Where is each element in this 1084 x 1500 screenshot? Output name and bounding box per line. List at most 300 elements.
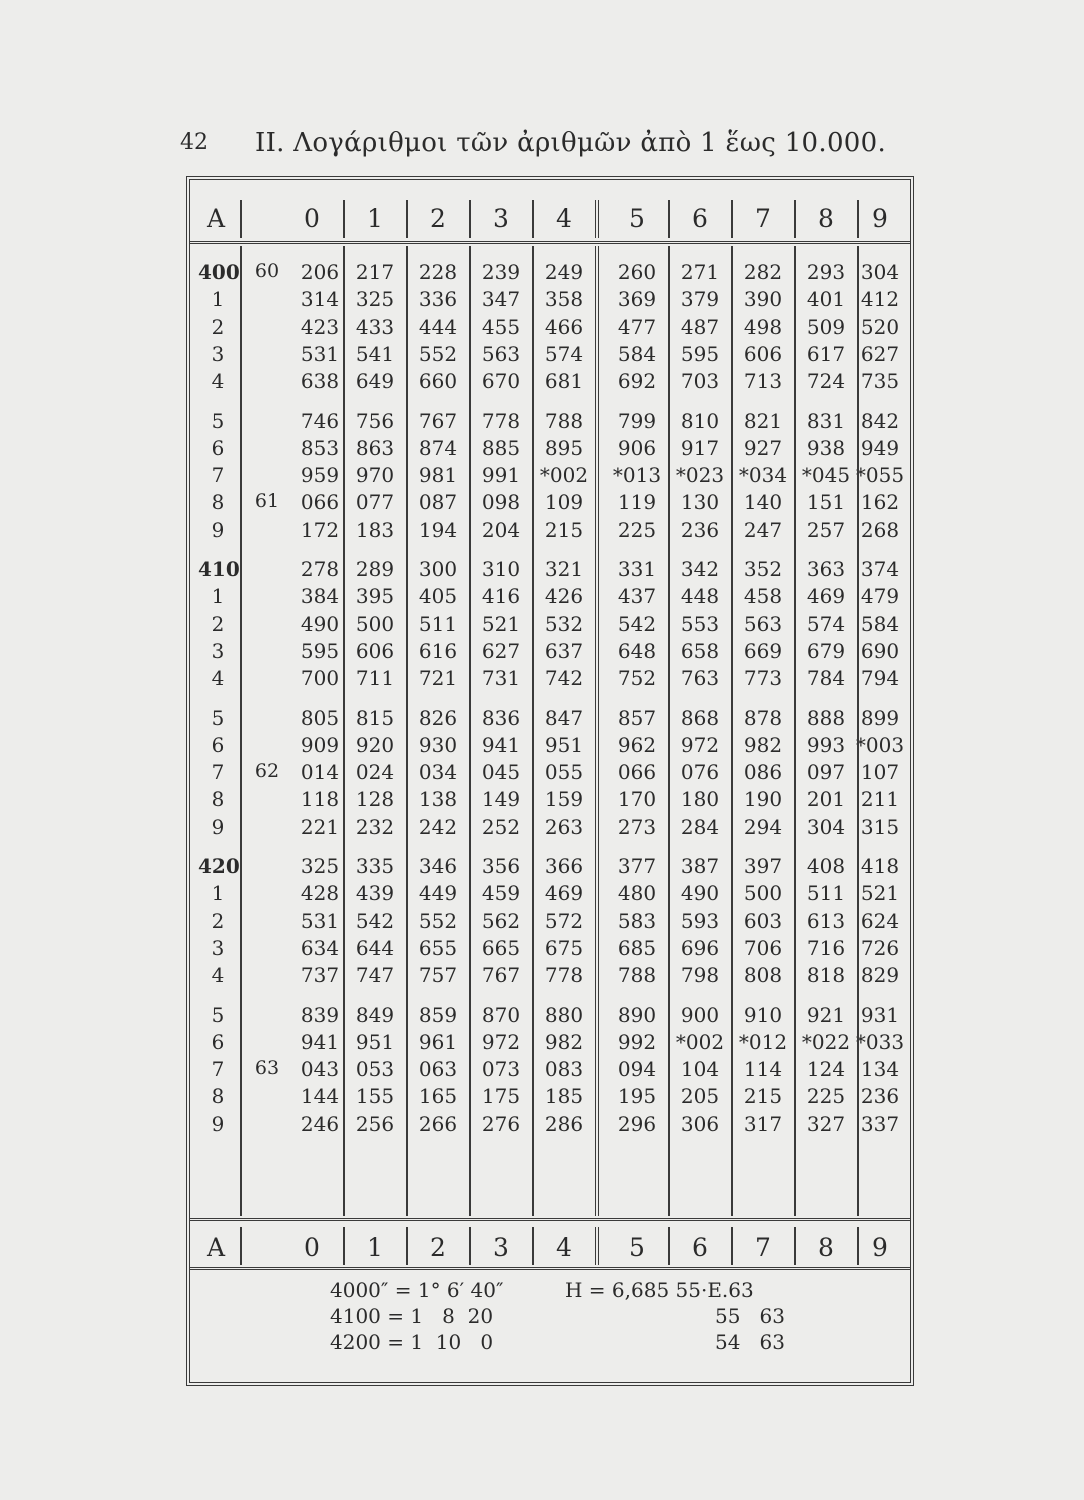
mantissa-cell: 448 (680, 584, 720, 609)
mantissa-cell: 584 (617, 341, 657, 366)
mantissa-cell: 921 (806, 1002, 846, 1027)
mantissa-cell: 278 (300, 557, 340, 581)
row-argument: 2 (211, 908, 225, 933)
page-number: 42 (180, 130, 208, 155)
row-argument: 9 (211, 517, 225, 542)
mantissa-cell: 138 (418, 787, 458, 812)
table-row (190, 852, 910, 879)
mantissa-cell: 282 (743, 260, 783, 284)
table-row (190, 785, 910, 812)
mantissa-cell: 859 (418, 1002, 458, 1027)
mantissa-cell: 086 (743, 760, 783, 785)
footer-col-a: A (206, 1233, 226, 1262)
row-argument: 1 (211, 287, 225, 312)
mantissa-cell: 731 (481, 666, 521, 691)
mantissa-cell: *012 (738, 1029, 788, 1054)
mantissa-cell: 624 (860, 908, 900, 933)
row-argument: 4 (211, 666, 225, 691)
header-divider (857, 200, 859, 238)
footer-divider (406, 1227, 408, 1265)
mantissa-cell: 773 (743, 666, 783, 691)
mantissa-cell: 412 (860, 287, 900, 312)
header-col-a: A (206, 204, 226, 233)
mantissa-cell: 314 (300, 287, 340, 312)
table-row (190, 1082, 910, 1109)
header-col-1: 1 (367, 204, 383, 233)
table-row (190, 813, 910, 840)
mantissa-cell: *055 (855, 463, 905, 488)
column-divider (595, 246, 599, 1216)
mantissa-cell: 552 (418, 341, 458, 366)
mantissa-cell: 034 (418, 760, 458, 785)
mantissa-cell: 784 (806, 666, 846, 691)
header-divider (343, 200, 345, 238)
table-row (190, 1001, 910, 1028)
column-divider (668, 246, 670, 1216)
mantissa-cell: 377 (617, 854, 657, 878)
column-divider (240, 246, 242, 1216)
header-divider (469, 200, 471, 238)
mantissa-cell: 763 (680, 666, 720, 691)
mantissa-cell: 815 (355, 705, 395, 730)
mantissa-cell: 700 (300, 666, 340, 691)
mantissa-cell: 737 (300, 963, 340, 988)
row-argument: 4 (211, 369, 225, 394)
mantissa-cell: 128 (355, 787, 395, 812)
row-argument: 7 (211, 463, 225, 488)
mantissa-cell: 170 (617, 787, 657, 812)
footer-divider (532, 1227, 534, 1265)
footer-col-0: 0 (304, 1233, 320, 1262)
mantissa-cell: 670 (481, 369, 521, 394)
mantissa-cell: 756 (355, 408, 395, 433)
mantissa-cell: 286 (544, 1111, 584, 1136)
mantissa-cell: 273 (617, 814, 657, 839)
mantissa-cell: 296 (617, 1111, 657, 1136)
mantissa-cell: 951 (355, 1029, 395, 1054)
mantissa-cell: 991 (481, 463, 521, 488)
mantissa-cell: 439 (355, 881, 395, 906)
mantissa-cell: 742 (544, 666, 584, 691)
mantissa-cell: 149 (481, 787, 521, 812)
table-row (190, 664, 910, 691)
mantissa-cell: 276 (481, 1111, 521, 1136)
mantissa-cell: 477 (617, 314, 657, 339)
mantissa-cell: 584 (860, 611, 900, 636)
table-row (190, 258, 910, 285)
header-col-7: 7 (755, 204, 771, 233)
mantissa-cell: 094 (617, 1057, 657, 1082)
mantissa-cell: 572 (544, 908, 584, 933)
mantissa-cell: 246 (300, 1111, 340, 1136)
mantissa-cell: 416 (481, 584, 521, 609)
mantissa-cell: 857 (617, 705, 657, 730)
mantissa-cell: 165 (418, 1084, 458, 1109)
mantissa-cell: 433 (355, 314, 395, 339)
table-row (190, 758, 910, 785)
header-col-9: 9 (872, 204, 888, 233)
mantissa-cell: 810 (680, 408, 720, 433)
mantissa-cell: 961 (418, 1029, 458, 1054)
mantissa-cell: 931 (860, 1002, 900, 1027)
mantissa-cell: 249 (544, 260, 584, 284)
mantissa-cell: 747 (355, 963, 395, 988)
mantissa-cell: 401 (806, 287, 846, 312)
mantissa-cell: 490 (300, 611, 340, 636)
mantissa-cell: 617 (806, 341, 846, 366)
footer-divider (343, 1227, 345, 1265)
mantissa-cell: 293 (806, 260, 846, 284)
mantissa-cell: 444 (418, 314, 458, 339)
column-divider (469, 246, 471, 1216)
footer-col-2: 2 (430, 1233, 446, 1262)
mantissa-cell: 500 (355, 611, 395, 636)
table-row (190, 934, 910, 961)
mantissa-cell: 014 (300, 760, 340, 785)
note-line-3-left: 4200 = 1 10 0 (330, 1330, 494, 1354)
mantissa-cell: 144 (300, 1084, 340, 1109)
mantissa-cell: 053 (355, 1057, 395, 1082)
mantissa-cell: 648 (617, 638, 657, 663)
mantissa-cell: 268 (860, 517, 900, 542)
header-divider (794, 200, 796, 238)
mantissa-cell: 124 (806, 1057, 846, 1082)
mantissa-cell: 423 (300, 314, 340, 339)
row-argument: 3 (211, 638, 225, 663)
mantissa-cell: 204 (481, 517, 521, 542)
mantissa-cell: 972 (680, 732, 720, 757)
mantissa-cell: 637 (544, 638, 584, 663)
mantissa-cell: 874 (418, 435, 458, 460)
mantissa-cell: 342 (680, 557, 720, 581)
table-notes (190, 1278, 910, 1378)
mantissa-cell: 211 (860, 787, 900, 812)
mantissa-cell: 634 (300, 935, 340, 960)
mantissa-prefix: 63 (254, 1057, 280, 1080)
mantissa-cell: 201 (806, 787, 846, 812)
mantissa-cell: 327 (806, 1111, 846, 1136)
mantissa-cell: 221 (300, 814, 340, 839)
row-argument: 6 (211, 1029, 225, 1054)
mantissa-cell: 335 (355, 854, 395, 878)
mantissa-cell: 603 (743, 908, 783, 933)
mantissa-cell: 757 (418, 963, 458, 988)
mantissa-cell: 458 (743, 584, 783, 609)
mantissa-cell: 225 (617, 517, 657, 542)
mantissa-cell: 821 (743, 408, 783, 433)
mantissa-cell: *002 (539, 463, 589, 488)
mantissa-cell: *013 (612, 463, 662, 488)
mantissa-cell: 735 (860, 369, 900, 394)
note-line-1-left: 4000″ = 1° 6′ 40″ (330, 1278, 504, 1302)
mantissa-prefix: 62 (254, 760, 280, 783)
mantissa-cell: 941 (300, 1029, 340, 1054)
mantissa-cell: 225 (806, 1084, 846, 1109)
mantissa-cell: 880 (544, 1002, 584, 1027)
mantissa-cell: *002 (675, 1029, 725, 1054)
mantissa-cell: 390 (743, 287, 783, 312)
mantissa-cell: 228 (418, 260, 458, 284)
mantissa-cell: 104 (680, 1057, 720, 1082)
row-argument: 5 (211, 408, 225, 433)
table-row (190, 879, 910, 906)
row-argument: 9 (211, 1111, 225, 1136)
table-row (190, 516, 910, 543)
mantissa-cell: 696 (680, 935, 720, 960)
footer-divider (240, 1227, 242, 1265)
mantissa-cell: 606 (743, 341, 783, 366)
mantissa-cell: 119 (617, 490, 657, 515)
header-col-8: 8 (818, 204, 834, 233)
mantissa-cell: 109 (544, 490, 584, 515)
header-divider (532, 200, 534, 238)
mantissa-cell: 638 (300, 369, 340, 394)
mantissa-cell: 195 (617, 1084, 657, 1109)
table-row (190, 285, 910, 312)
mantissa-cell: 890 (617, 1002, 657, 1027)
mantissa-cell: 217 (355, 260, 395, 284)
mantissa-cell: 574 (806, 611, 846, 636)
mantissa-cell: 369 (617, 287, 657, 312)
logarithm-table (186, 176, 914, 1386)
mantissa-cell: *045 (801, 463, 851, 488)
mantissa-cell: 384 (300, 584, 340, 609)
mantissa-cell: 408 (806, 854, 846, 878)
footer-col-8: 8 (818, 1233, 834, 1262)
mantissa-cell: 363 (806, 557, 846, 581)
mantissa-cell: *003 (855, 732, 905, 757)
row-argument: 2 (211, 611, 225, 636)
column-divider (731, 246, 733, 1216)
mantissa-cell: 426 (544, 584, 584, 609)
mantissa-cell: 521 (860, 881, 900, 906)
mantissa-cell: 498 (743, 314, 783, 339)
mantissa-cell: 799 (617, 408, 657, 433)
mantissa-cell: 574 (544, 341, 584, 366)
header-col-0: 0 (304, 204, 320, 233)
mantissa-cell: 310 (481, 557, 521, 581)
header-divider (406, 200, 408, 238)
mantissa-cell: 949 (860, 435, 900, 460)
mantissa-cell: 849 (355, 1002, 395, 1027)
mantissa-cell: 479 (860, 584, 900, 609)
mantissa-prefix: 60 (254, 260, 280, 282)
table-row (190, 610, 910, 637)
mantissa-cell: 215 (743, 1084, 783, 1109)
row-argument: 410 (198, 557, 240, 581)
table-row (190, 488, 910, 515)
mantissa-cell: 206 (300, 260, 340, 284)
mantissa-cell: 520 (860, 314, 900, 339)
mantissa-cell: 829 (860, 963, 900, 988)
note-line-1-right: H = 6,685 55·E.63 (565, 1278, 754, 1302)
mantissa-cell: 675 (544, 935, 584, 960)
mantissa-cell: 531 (300, 908, 340, 933)
table-row (190, 313, 910, 340)
mantissa-cell: 930 (418, 732, 458, 757)
mantissa-cell: 509 (806, 314, 846, 339)
mantissa-cell: 185 (544, 1084, 584, 1109)
mantissa-cell: 358 (544, 287, 584, 312)
row-argument: 3 (211, 341, 225, 366)
mantissa-cell: 239 (481, 260, 521, 284)
table-row (190, 637, 910, 664)
mantissa-cell: 063 (418, 1057, 458, 1082)
mantissa-cell: 563 (743, 611, 783, 636)
mantissa-cell: 992 (617, 1029, 657, 1054)
mantissa-cell: 906 (617, 435, 657, 460)
mantissa-cell: 627 (860, 341, 900, 366)
mantissa-cell: *023 (675, 463, 725, 488)
mantissa-cell: 920 (355, 732, 395, 757)
mantissa-cell: 679 (806, 638, 846, 663)
mantissa-cell: 685 (617, 935, 657, 960)
mantissa-cell: *022 (801, 1029, 851, 1054)
mantissa-cell: 690 (860, 638, 900, 663)
footer-col-3: 3 (493, 1233, 509, 1262)
mantissa-cell: 205 (680, 1084, 720, 1109)
mantissa-cell: 660 (418, 369, 458, 394)
mantissa-cell: 853 (300, 435, 340, 460)
mantissa-cell: 831 (806, 408, 846, 433)
mantissa-cell: 644 (355, 935, 395, 960)
footer-divider (668, 1227, 670, 1265)
mantissa-cell: *033 (855, 1029, 905, 1054)
mantissa-cell: 616 (418, 638, 458, 663)
table-row (190, 1055, 910, 1082)
mantissa-cell: 397 (743, 854, 783, 878)
mantissa-cell: 562 (481, 908, 521, 933)
mantissa-cell: 511 (418, 611, 458, 636)
mantissa-cell: 583 (617, 908, 657, 933)
mantissa-cell: 284 (680, 814, 720, 839)
mantissa-cell: 870 (481, 1002, 521, 1027)
mantissa-cell: 721 (418, 666, 458, 691)
mantissa-cell: 649 (355, 369, 395, 394)
mantissa-cell: 159 (544, 787, 584, 812)
table-row (190, 731, 910, 758)
table-row (190, 555, 910, 582)
mantissa-cell: 713 (743, 369, 783, 394)
mantissa-cell: 885 (481, 435, 521, 460)
mantissa-cell: 405 (418, 584, 458, 609)
mantissa-cell: 321 (544, 557, 584, 581)
mantissa-cell: 982 (544, 1029, 584, 1054)
mantissa-cell: 703 (680, 369, 720, 394)
mantissa-cell: 981 (418, 463, 458, 488)
mantissa-cell: 449 (418, 881, 458, 906)
header-col-2: 2 (430, 204, 446, 233)
mantissa-cell: 469 (544, 881, 584, 906)
mantissa-cell: 097 (806, 760, 846, 785)
mantissa-cell: 895 (544, 435, 584, 460)
table-row (190, 1110, 910, 1137)
mantissa-cell: 317 (743, 1111, 783, 1136)
mantissa-cell: 982 (743, 732, 783, 757)
row-argument: 3 (211, 935, 225, 960)
table-row (190, 434, 910, 461)
mantissa-cell: 162 (860, 490, 900, 515)
note-line-2-right: 55 63 (715, 1304, 785, 1328)
mantissa-cell: 304 (806, 814, 846, 839)
footer-divider (595, 1227, 599, 1265)
row-argument: 1 (211, 584, 225, 609)
row-argument: 7 (211, 1057, 225, 1082)
mantissa-cell: 252 (481, 814, 521, 839)
mantissa-cell: 257 (806, 517, 846, 542)
page-title: II. Λογάριθμοι τῶν ἀριθμῶν ἀπὸ 1 ἕως 10.000. (255, 128, 887, 158)
table-row (190, 407, 910, 434)
mantissa-cell: 839 (300, 1002, 340, 1027)
row-argument: 5 (211, 1002, 225, 1027)
mantissa-cell: 215 (544, 517, 584, 542)
mantissa-cell: 346 (418, 854, 458, 878)
mantissa-cell: 778 (544, 963, 584, 988)
footer-col-5: 5 (629, 1233, 645, 1262)
mantissa-cell: 724 (806, 369, 846, 394)
mantissa-cell: 842 (860, 408, 900, 433)
column-divider (532, 246, 534, 1216)
mantissa-cell: 900 (680, 1002, 720, 1027)
mantissa-cell: 531 (300, 341, 340, 366)
table-row (190, 704, 910, 731)
mantissa-cell: 055 (544, 760, 584, 785)
column-divider (857, 246, 859, 1216)
mantissa-cell: 437 (617, 584, 657, 609)
row-argument: 420 (198, 854, 240, 878)
mantissa-cell: 194 (418, 517, 458, 542)
mantissa-cell: 909 (300, 732, 340, 757)
mantissa-cell: 788 (617, 963, 657, 988)
mantissa-cell: 716 (806, 935, 846, 960)
mantissa-cell: 242 (418, 814, 458, 839)
row-argument: 1 (211, 881, 225, 906)
mantissa-cell: 306 (680, 1111, 720, 1136)
mantissa-cell: 847 (544, 705, 584, 730)
mantissa-cell: 826 (418, 705, 458, 730)
footer-divider (857, 1227, 859, 1265)
mantissa-cell: 692 (617, 369, 657, 394)
row-argument: 5 (211, 705, 225, 730)
mantissa-cell: 794 (860, 666, 900, 691)
mantissa-cell: 941 (481, 732, 521, 757)
mantissa-cell: 706 (743, 935, 783, 960)
mantissa-cell: 045 (481, 760, 521, 785)
footer-col-1: 1 (367, 1233, 383, 1262)
mantissa-cell: 325 (355, 287, 395, 312)
header-divider (668, 200, 670, 238)
mantissa-prefix: 61 (254, 490, 280, 513)
mantissa-cell: 151 (806, 490, 846, 515)
footer-divider (469, 1227, 471, 1265)
mantissa-cell: 087 (418, 490, 458, 515)
mantissa-cell: 247 (743, 517, 783, 542)
mantissa-cell: 665 (481, 935, 521, 960)
table-row (190, 907, 910, 934)
mantissa-cell: 511 (806, 881, 846, 906)
mantissa-cell: 863 (355, 435, 395, 460)
mantissa-cell: 595 (680, 341, 720, 366)
mantissa-cell: 767 (481, 963, 521, 988)
mantissa-cell: 266 (418, 1111, 458, 1136)
mantissa-cell: 331 (617, 557, 657, 581)
mantissa-cell: 951 (544, 732, 584, 757)
row-argument: 2 (211, 314, 225, 339)
mantissa-cell: 374 (860, 557, 900, 581)
mantissa-cell: 076 (680, 760, 720, 785)
mantissa-cell: 190 (743, 787, 783, 812)
mantissa-cell: 627 (481, 638, 521, 663)
